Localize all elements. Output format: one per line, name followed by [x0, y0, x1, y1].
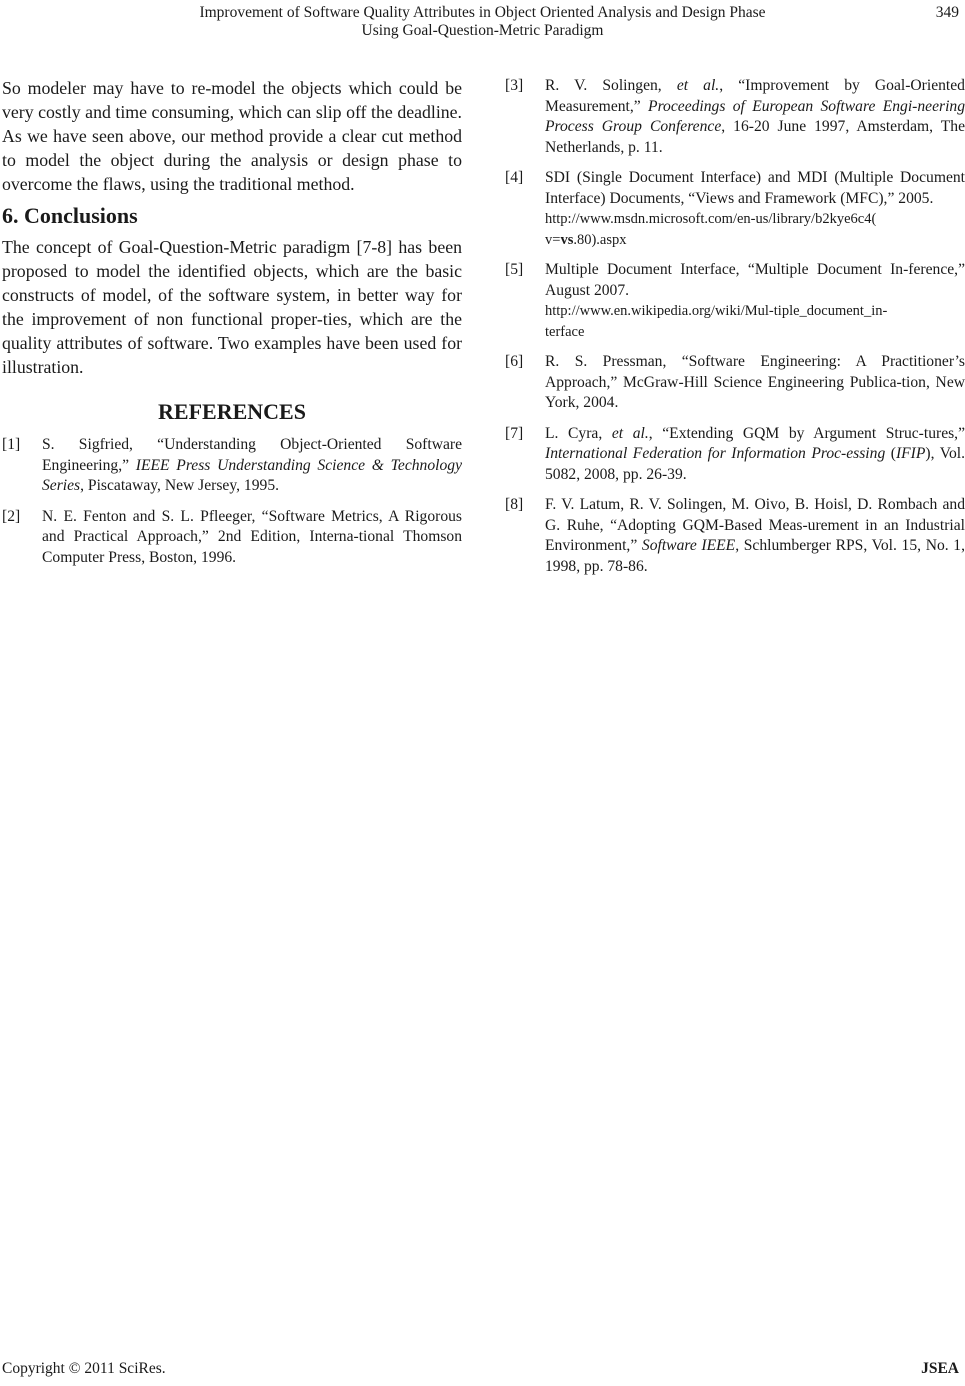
- copyright-notice: Copyright © 2011 SciRes.: [2, 1360, 166, 1377]
- right-column: [505, 76, 965, 587]
- reference-item: [505, 352, 965, 414]
- running-title-line1: Improvement of Software Quality Attributes in Object Oriented Analysis and Design Phase: [199, 4, 766, 21]
- conclusion-paragraph: The concept of Goal-Question-Metric paradigm [7-8] has been proposed to model the identified objects, which are the basic constructs of model, of the software system, in better way for the improvement of non functional proper-ties, which are the quality attributes of software. Two examples have been used for illustration.: [2, 237, 462, 377]
- reference-number: [3]: [505, 77, 524, 94]
- reference-number: [2]: [2, 507, 21, 525]
- reference-item: [505, 495, 965, 577]
- reference-text: SDI (Single Document Interface) and MDI (Multiple Document Interface) Documents, “Views and Framework (MFC),” 2005. http://www.msdn.microsoft.com/en-us/library/b2kye6c4( v=vs.80).aspx: [545, 169, 965, 248]
- reference-text: S. Sigfried, “Understanding Object-Oriented Software Engineering,” IEEE Press Understanding Science & Technology Series, Piscataway, New Jersey, 1995.: [42, 436, 462, 494]
- reference-number: [8]: [505, 496, 524, 513]
- left-column: [2, 76, 462, 578]
- reference-item: [505, 424, 965, 486]
- running-header: [0, 4, 965, 40]
- reference-url[interactable]: http://www.en.wikipedia.org/wiki/Mul-tiple_document_in-: [545, 303, 888, 319]
- page-footer: [2, 1360, 959, 1378]
- reference-item: [2, 435, 462, 497]
- reference-item: [505, 168, 965, 250]
- section-heading-conclusions: 6. Conclusions: [2, 203, 138, 228]
- reference-number: [7]: [505, 424, 524, 442]
- reference-text: R. V. Solingen, et al., “Improvement by Goal-Oriented Measurement,” Proceedings of European Software Engi-neering Process Group Conference, 16-20 June 1997, Amsterdam, The Netherlands, p. 11.: [545, 77, 965, 156]
- reference-text: N. E. Fenton and S. L. Pfleeger, “Software Metrics, A Rigorous and Practical Approach,” 2nd Edition, Interna-tional Thomson Computer Press, Boston, 1996.: [42, 507, 462, 566]
- reference-number: [6]: [505, 353, 524, 370]
- references-heading: REFERENCES: [158, 399, 306, 424]
- reference-number: [5]: [505, 261, 524, 278]
- reference-number: [4]: [505, 169, 524, 186]
- page-number: 349: [935, 4, 959, 21]
- reference-item: [2, 507, 462, 569]
- reference-number: [1]: [2, 436, 21, 453]
- reference-text: R. S. Pressman, “Software Engineering: A Practitioner’s Approach,” McGraw-Hill Science Engineering Publica-tion, New York, 2004.: [545, 353, 965, 411]
- reference-text: F. V. Latum, R. V. Solingen, M. Oivo, B. Hoisl, D. Rombach and G. Ruhe, “Adopting GQM-Based Meas-urement in an Industrial Environment,” Software IEEE, Schlumberger RPS, Vol. 15, No. 1, 1998, pp. 78-86.: [545, 496, 965, 575]
- reference-item: [505, 260, 965, 342]
- journal-abbreviation: JSEA: [921, 1360, 959, 1377]
- running-title-line2: Using Goal-Question-Metric Paradigm: [361, 22, 604, 39]
- reference-item: [505, 76, 965, 158]
- reference-url[interactable]: http://www.msdn.microsoft.com/en-us/library/b2kye6c4( v=vs.80).aspx: [545, 211, 877, 248]
- intro-paragraph: So modeler may have to re-model the objects which could be very costly and time consuming, which can slip off the deadline. As we have seen above, our method provide a clear cut method to model the object during the analysis or design phase to overcome the flaws, using the traditional method.: [2, 78, 462, 194]
- reference-text: L. Cyra, et al., “Extending GQM by Argument Struc-tures,” International Federation for Information Proc-essing (IFIP), Vol. 5082, 2008, pp. 26-39.: [545, 424, 965, 483]
- reference-text: Multiple Document Interface, “Multiple Document In-ference,” August 2007. http://www.en.wikipedia.org/wiki/Mul-tiple_document_in- terface: [545, 261, 965, 340]
